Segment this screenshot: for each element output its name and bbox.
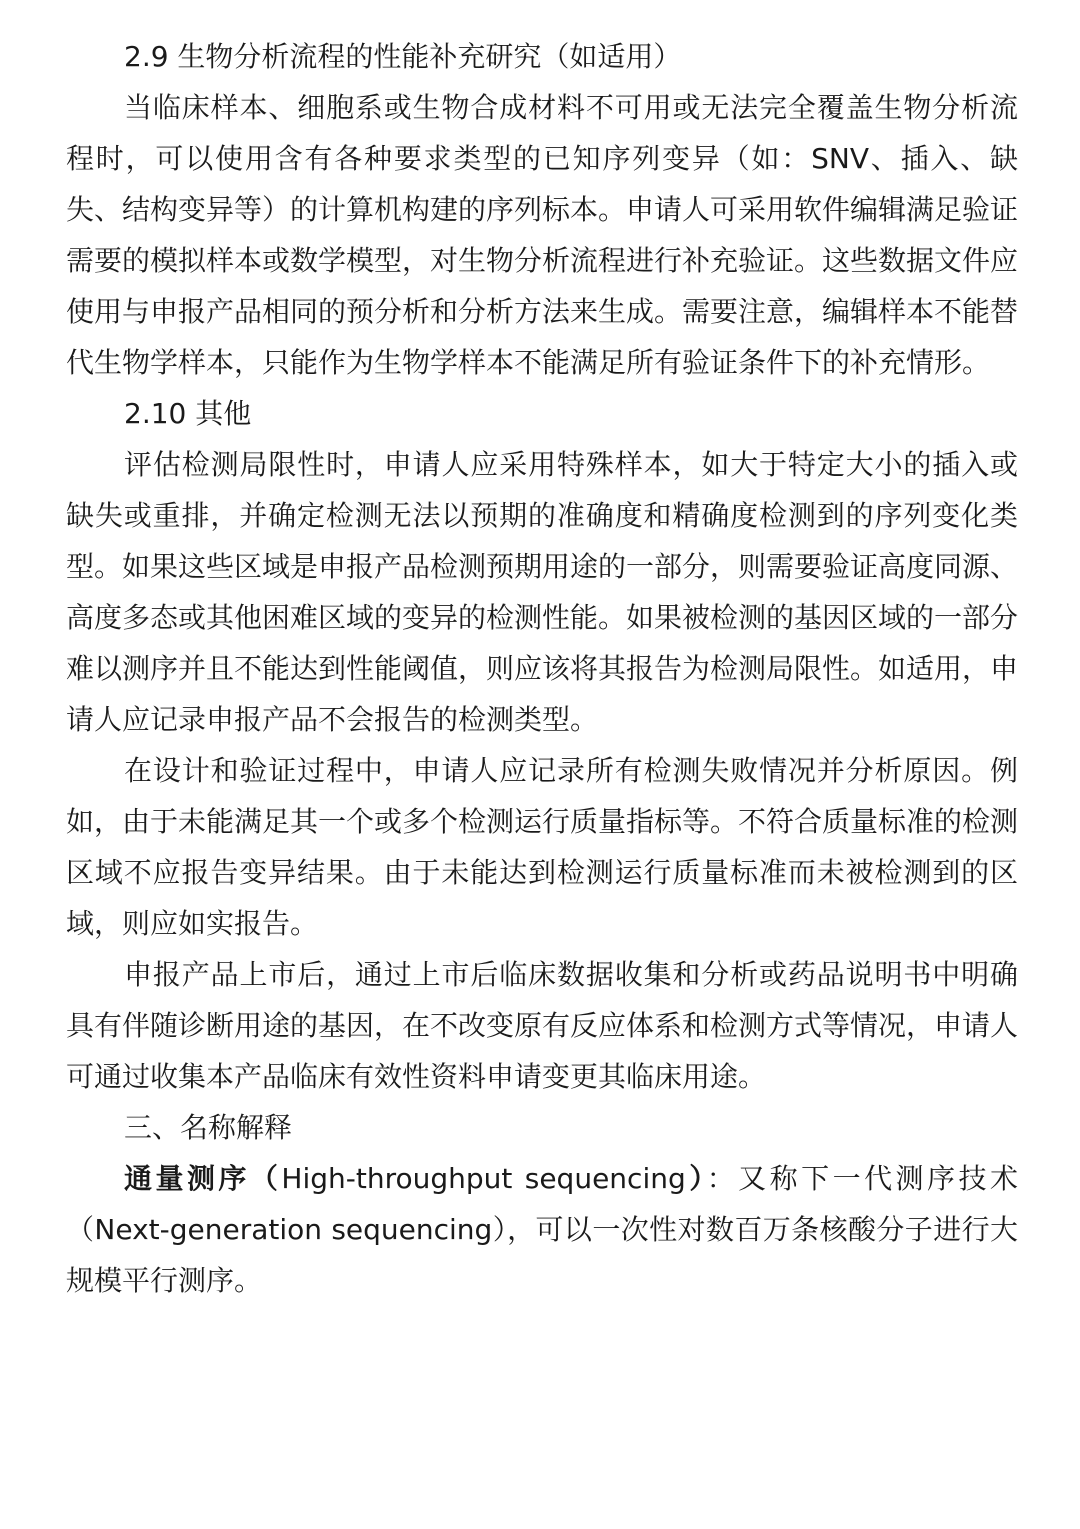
glossary-term-english: High-throughput sequencing <box>281 1162 686 1195</box>
section-2-10-heading: 2.10 其他 <box>124 397 252 430</box>
section-2-9-heading: 2.9 生物分析流程的性能补充研究（如适用） <box>124 40 682 73</box>
glossary-term-close: ） <box>685 1162 707 1195</box>
glossary-term: 通量测序（ <box>124 1162 282 1195</box>
section-3-heading: 三、名称解释 <box>124 1111 293 1144</box>
section-2-9-paragraph: 当临床样本、细胞系或生物合成材料不可用或无法完全覆盖生物分析流程时，可以使用含有各种要求类型的已知序列变异（如：SNV、插入、缺失、结构变异等）的计算机构建的序列标本。申请人可采用软件编辑满足验证需要的模拟样本或数学模型，对生物分析流程进行补充验证。这些数据文件应使用与申报产品相同的预分析和分析方法来生成。需要注意，编辑样本不能替代生物学样本，只能作为生物学样本不能满足所有验证条件下的补充情形。 <box>66 91 1019 379</box>
section-2-10-paragraph-post-market: 申报产品上市后，通过上市后临床数据收集和分析或药品说明书中明确具有伴随诊断用途的基因，在不改变原有反应体系和检测方式等情况，申请人可通过收集本产品临床有效性资料申请变更其临床用途。 <box>66 958 1019 1093</box>
section-2-10-paragraph-limitations: 评估检测局限性时，申请人应采用特殊样本，如大于特定大小的插入或缺失或重排，并确定检测无法以预期的准确度和精确度检测到的序列变化类型。如果这些区域是申报产品检测预期用途的一部分，则需要验证高度同源、高度多态或其他困难区域的变异的检测性能。如果被检测的基因区域的一部分难以测序并且不能达到性能阈值，则应该将其报告为检测局限性。如适用，申请人应记录申报产品不会报告的检测类型。 <box>66 448 1019 736</box>
glossary-definition: ：又称下一代测序技术（Next-generation sequencing），可以一次性对数百万条核酸分子进行大规模平行测序。 <box>66 1162 1018 1297</box>
glossary-entry <box>66 1153 1018 1306</box>
document-body <box>66 31 1018 1306</box>
section-2-10-paragraph-failures: 在设计和验证过程中，申请人应记录所有检测失败情况并分析原因。例如，由于未能满足其一个或多个检测运行质量指标等。不符合质量标准的检测区域不应报告变异结果。由于未能达到检测运行质量标准而未被检测到的区域，则应如实报告。 <box>66 754 1019 940</box>
